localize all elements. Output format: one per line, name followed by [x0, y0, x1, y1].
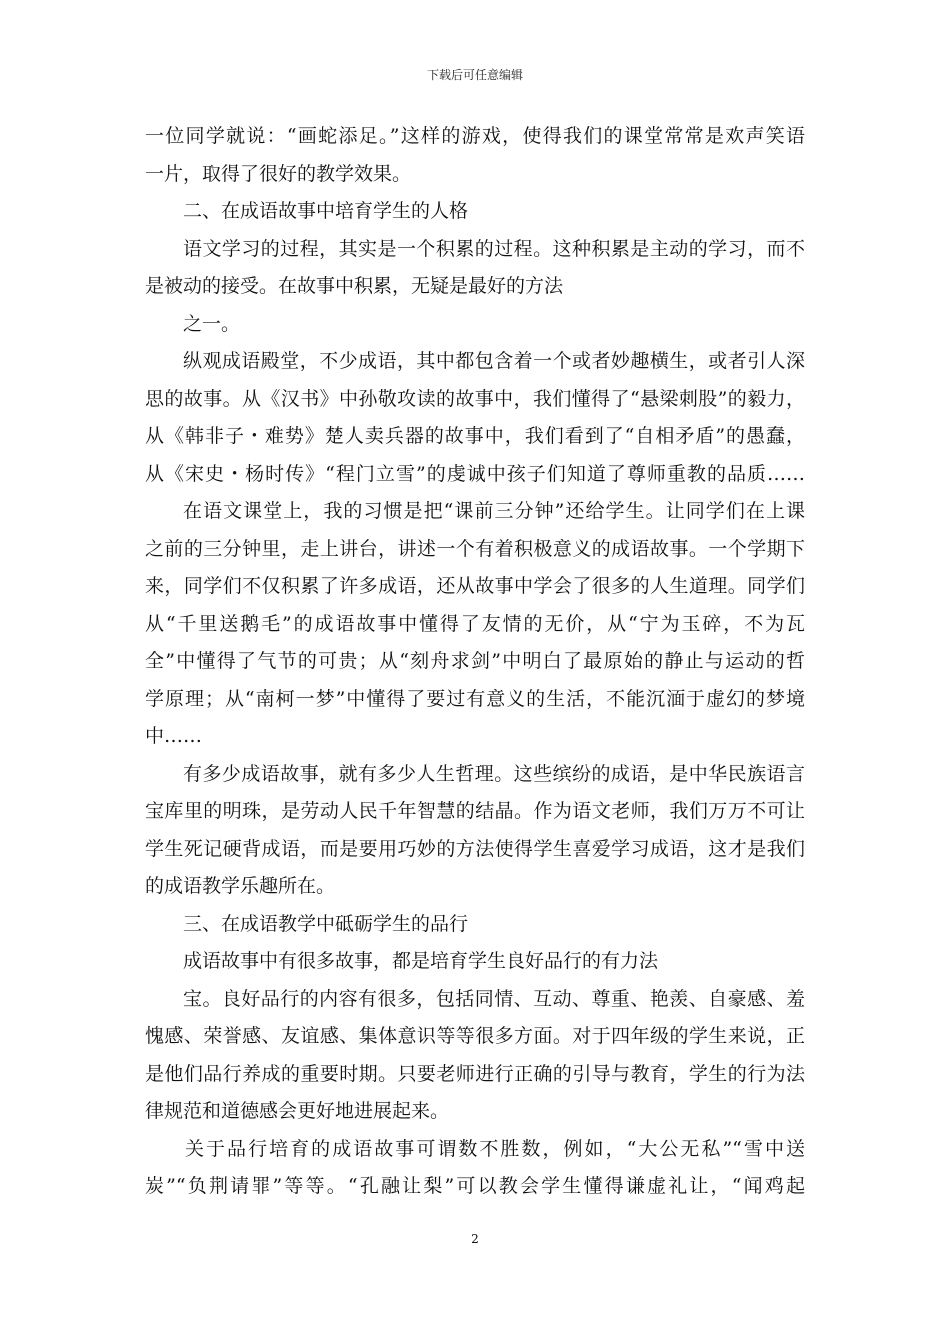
- text-line: 宝库里的明珠，是劳动人民千年智慧的结晶。作为语文老师，我们万万不可让: [145, 800, 805, 822]
- section-heading: 二、在成语故事中培育学生的人格: [183, 200, 469, 222]
- text-line: 语文学习的过程，其实是一个积累的过程。这种积累是主动的学习，而不: [183, 237, 805, 260]
- text-line: 是被动的接受。在故事中积累，无疑是最好的方法: [145, 275, 564, 297]
- text-line: 一片，取得了很好的教学效果。: [145, 162, 412, 185]
- text-line: 中……: [145, 725, 203, 747]
- text-line: 愧感、荣誉感、友谊感、集体意识等等很多方面。对于四年级的学生来说，正: [145, 1025, 805, 1047]
- text-line: 之前的三分钟里，走上讲台，讲述一个有着积极意义的成语故事。一个学期下: [145, 537, 805, 560]
- text-line: 纵观成语殿堂，不少成语，其中都包含着一个或者妙趣横生，或者引人深: [183, 350, 805, 372]
- text-line: 学原理；从“南柯一梦”中懂得了要过有意义的生活，不能沉湎于虚幻的梦境: [145, 687, 805, 710]
- text-line: 成语故事中有很多故事，都是培育学生良好品行的有力法: [183, 950, 659, 972]
- text-line: 在语文课堂上，我的习惯是把“课前三分钟”还给学生。让同学们在上课: [183, 500, 805, 522]
- text-line: 思的故事。从《汉书》中孙敬攻读的故事中，我们懂得了“悬梁刺股”的毅力，: [145, 387, 805, 410]
- text-line: 炭”“负荆请罪”等等。“孔融让梨”可以教会学生懂得谦虚礼让，“闻鸡起: [145, 1175, 805, 1197]
- text-line: 律规范和道德感会更好地进展起来。: [145, 1100, 450, 1122]
- page-header: 下载后可任意编辑: [426, 68, 523, 82]
- text-line: 的成语教学乐趣所在。: [145, 875, 336, 897]
- text-line: 之一。: [183, 312, 241, 335]
- text-line: 宝。良好品行的内容有很多，包括同情、互动、尊重、艳羡、自豪感、羞: [183, 987, 805, 1010]
- page-number: 2: [471, 1232, 479, 1246]
- text-line: 从《韩非子・难势》楚人卖兵器的故事中，我们看到了“自相矛盾”的愚蠢，: [145, 425, 805, 447]
- text-line: 从“千里送鹅毛”的成语故事中懂得了友情的无价，从“宁为玉碎，不为瓦: [145, 612, 805, 635]
- text-line: 学生死记硬背成语，而是要用巧妙的方法使得学生喜爱学习成语，这才是我们: [145, 837, 805, 860]
- text-line: 来，同学们不仅积累了许多成语，还从故事中学会了很多的人生道理。同学们: [145, 575, 805, 597]
- text-line: 关于品行培育的成语故事可谓数不胜数，例如，“大公无私”“雪中送: [185, 1137, 805, 1160]
- text-line: 是他们品行养成的重要时期。只要老师进行正确的引导与教育，学生的行为法: [145, 1062, 805, 1085]
- section-heading: 三、在成语教学中砥砺学生的品行: [183, 912, 469, 935]
- text-line: 全”中懂得了气节的可贵；从“刻舟求剑”中明白了最原始的静止与运动的哲: [145, 650, 805, 672]
- text-line: 从《宋史・杨时传》“程门立雪”的虔诚中孩子们知道了尊师重教的品质……: [145, 462, 805, 485]
- text-line: 有多少成语故事，就有多少人生哲理。这些缤纷的成语，是中华民族语言: [183, 762, 805, 785]
- document-body: [145, 118, 805, 1206]
- text-line: 一位同学就说：“画蛇添足。”这样的游戏，使得我们的课堂常常是欢声笑语: [145, 125, 805, 147]
